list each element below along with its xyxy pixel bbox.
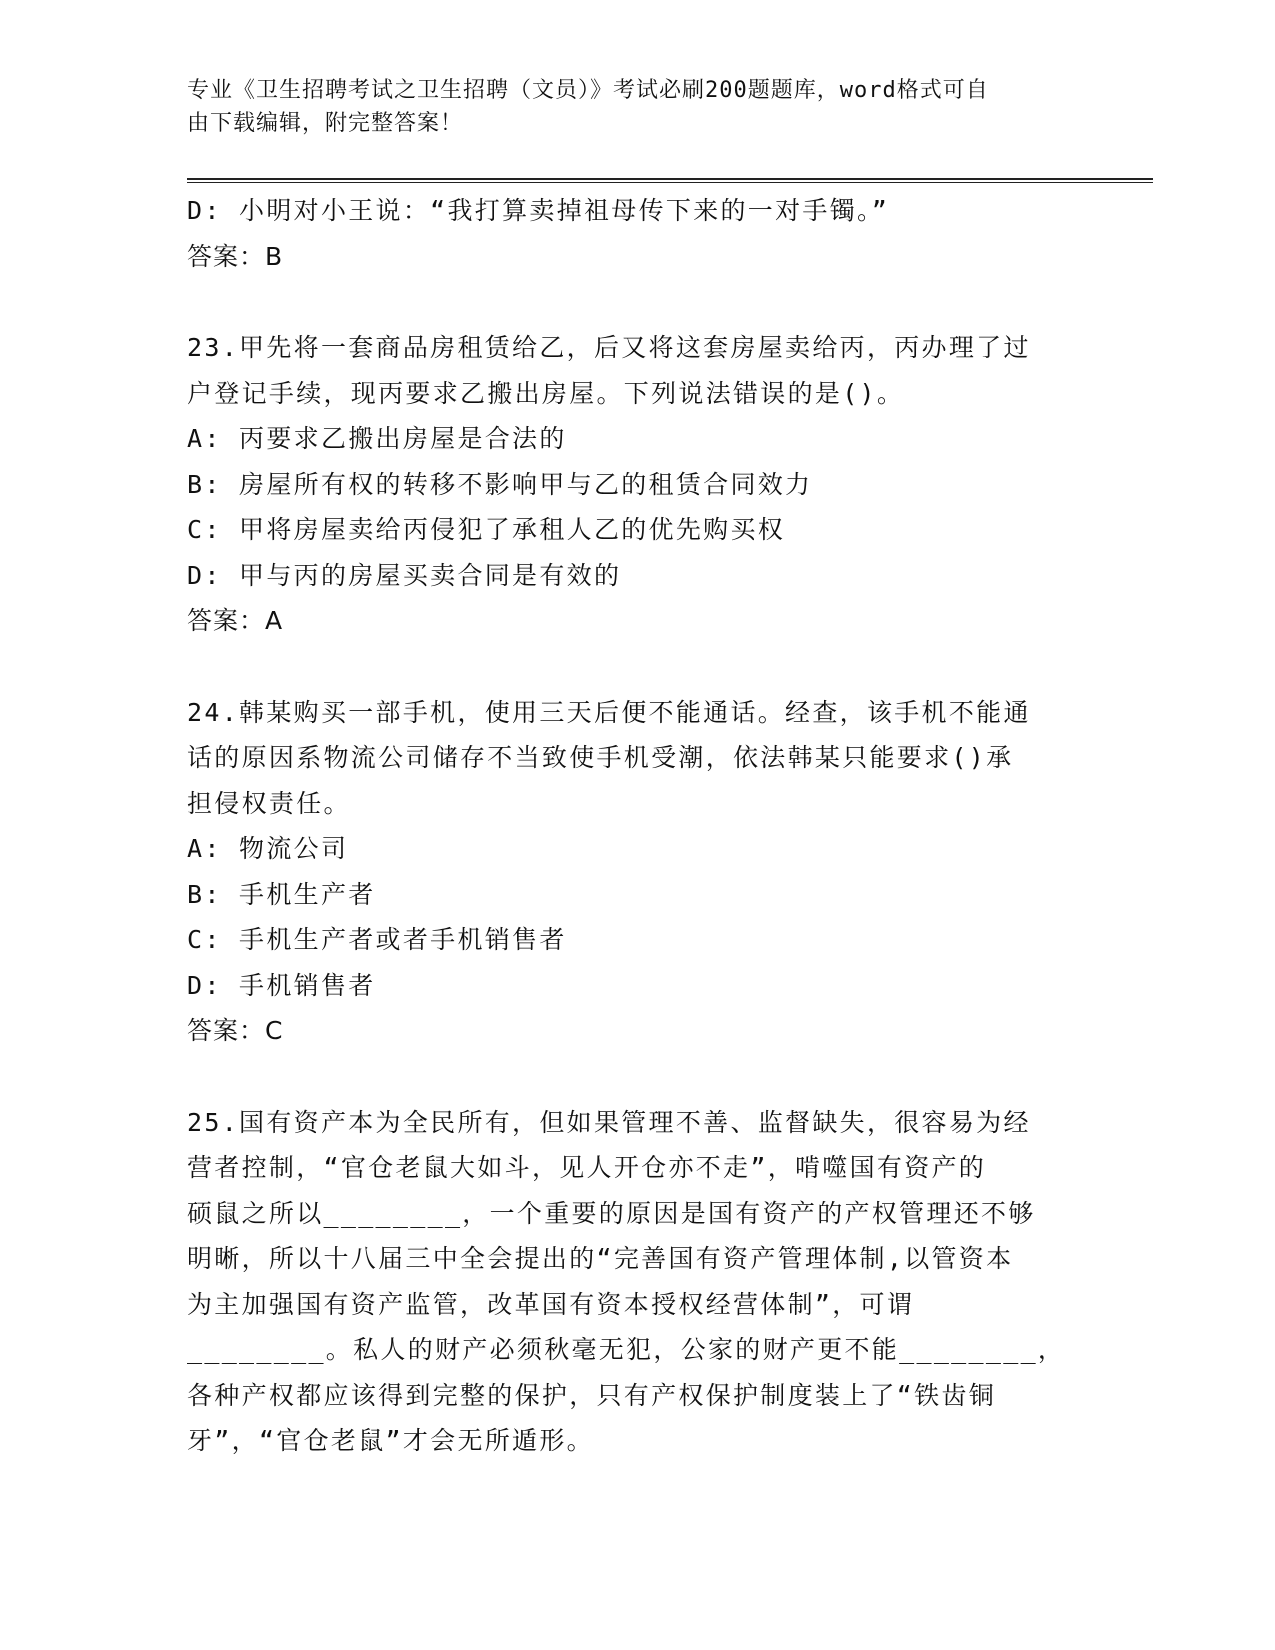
question-25 [187,1100,1077,1464]
option-d: D: 手机销售者 [187,970,376,1000]
question-24 [187,690,1077,1054]
option-b: B: 房屋所有权的转移不影响甲与乙的租赁合同效力 [187,469,813,499]
option-c: C: 手机生产者或者手机销售者 [187,925,567,954]
answer-line: 答案：C [187,1016,284,1045]
header-divider [187,178,1153,183]
document-body [187,188,1077,1464]
option-a: A: 物流公司 [187,834,349,863]
question-stem-line: 话的原因系物流公司储存不当致使手机受潮，依法韩某只能要求()承 [187,743,1014,772]
question-stem-line: 牙”，“官仓老鼠”才会无所遁形。 [187,1426,594,1455]
question-stem-line: 担侵权责任。 [187,788,351,818]
question-stem-line: 户登记手续，现丙要求乙搬出房屋。下列说法错误的是()。 [187,378,905,408]
answer-line: 答案：A [187,606,284,635]
question-stem-line: ________。私人的财产必须秋毫无犯，公家的财产更不能________， [187,1335,1066,1364]
question-stem-line: 硕鼠之所以________，一个重要的原因是国有资产的产权管理还不够 [187,1198,1036,1228]
question-stem-line: 各种产权都应该得到完整的保护，只有产权保护制度装上了“铁齿铜 [187,1380,997,1410]
document-header [187,74,1067,140]
question-23 [187,325,1077,644]
header-title-line-2: 由下载编辑，附完整答案！ [187,111,464,136]
answer-line: 答案：B [187,241,284,271]
question-stem-line: 营者控制，“官仓老鼠大如斗，见人开仓亦不走”，啃噬国有资产的 [187,1153,987,1182]
previous-question-tail [187,188,1077,279]
header-title-line-1: 专业《卫生招聘考试之卫生招聘（文员）》考试必刷200题题库，word格式可自 [187,78,989,103]
option-c: C: 甲将房屋卖给丙侵犯了承租人乙的优先购买权 [187,515,786,544]
option-b: B: 手机生产者 [187,879,376,909]
option-a: A: 丙要求乙搬出房屋是合法的 [187,424,567,453]
question-stem-line: 明晰，所以十八届三中全会提出的“完善国有资产管理体制,以管资本 [187,1244,1014,1273]
option-d: D: 甲与丙的房屋买卖合同是有效的 [187,560,622,590]
option-d: D: 小明对小王说：“我打算卖掉祖母传下来的一对手镯。” [187,196,890,225]
question-stem-line: 25.国有资产本为全民所有，但如果管理不善、监督缺失，很容易为经 [187,1107,1031,1137]
question-stem-line: 24.韩某购买一部手机，使用三天后便不能通话。经查，该手机不能通 [187,697,1031,727]
question-stem-line: 为主加强国有资产监管，改革国有资本授权经营体制”，可谓 [187,1289,915,1319]
question-stem-line: 23.甲先将一套商品房租赁给乙，后又将这套房屋卖给丙，丙办理了过 [187,333,1031,362]
